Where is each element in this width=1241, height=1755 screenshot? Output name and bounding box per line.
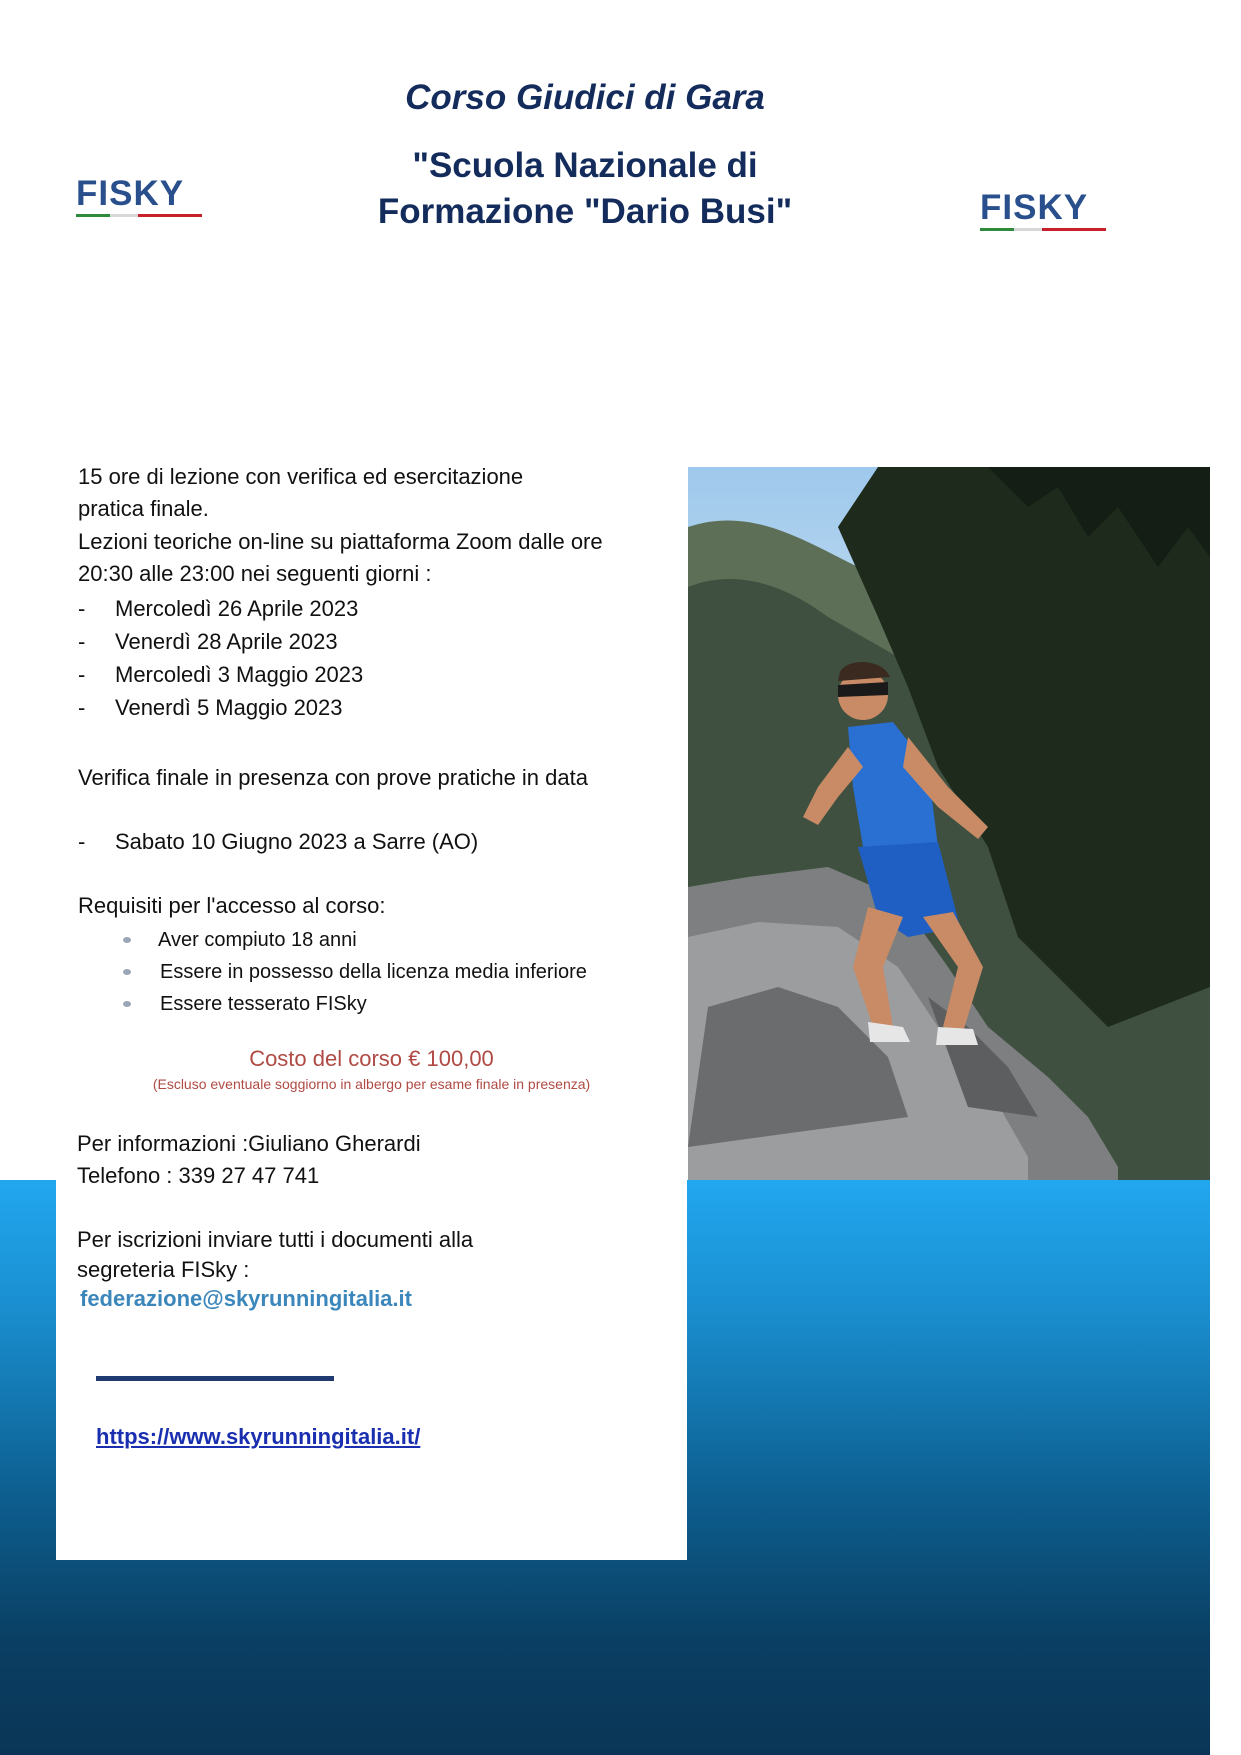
list-dash: - [78, 629, 86, 654]
fisky-logo-text: FISKY [980, 188, 1089, 227]
requirements-title: Requisiti per l'accesso al corso: [78, 893, 386, 918]
logo-stripe-red [138, 214, 202, 217]
final-exam-date: Sabato 10 Giugno 2023 a Sarre (AO) [115, 829, 479, 854]
lesson-date-1: Mercoledì 26 Aprile 2023 [115, 596, 359, 621]
signup-line-2: segreteria FISky : [77, 1257, 250, 1282]
website-link[interactable]: https://www.skyrunningitalia.it/ [96, 1424, 421, 1449]
intro-line-2: pratica finale. [78, 496, 209, 521]
intro-line-1: 15 ore di lezione con verifica ed esercitazione [78, 464, 524, 489]
logo-stripe-white [110, 214, 138, 217]
fisky-logo-text: FISKY [76, 174, 185, 213]
logo-stripe-white [1014, 228, 1042, 231]
list-dash: - [78, 829, 86, 854]
list-dash: - [78, 596, 86, 621]
subtitle-line-2: Formazione "Dario Busi" [377, 192, 793, 231]
requirement-item-1: Aver compiuto 18 anni [158, 929, 357, 951]
info-contact: Per informazioni :Giuliano Gherardi [77, 1131, 421, 1156]
logo-stripe-green [980, 228, 1014, 231]
course-cost-note: (Escluso eventuale soggiorno in albergo per esame finale in presenza) [152, 1076, 591, 1092]
course-cost: Costo del corso € 100,00 [249, 1046, 494, 1071]
logo-stripe-green [76, 214, 110, 217]
runner-photo [688, 467, 1210, 1180]
lesson-date-3: Mercoledì 3 Maggio 2023 [115, 662, 364, 687]
final-exam-text: Verifica finale in presenza con prove pratiche in data [78, 765, 588, 790]
logo-stripe-red [1042, 228, 1106, 231]
requirement-item-2: Essere in possesso della licenza media inferiore [160, 961, 587, 983]
divider-rule [96, 1376, 334, 1381]
bullet-icon [123, 1001, 131, 1007]
fisky-logo-right [978, 190, 1118, 234]
fisky-logo-left [74, 176, 214, 220]
bullet-icon [123, 937, 131, 943]
signup-line-1: Per iscrizioni inviare tutti i documenti alla [77, 1227, 474, 1252]
list-dash: - [78, 662, 86, 687]
requirement-item-3: Essere tesserato FISky [160, 993, 367, 1015]
bullet-icon [123, 969, 131, 975]
subtitle-line-1: "Scuola Nazionale di [412, 146, 758, 185]
runner-photo-illustration [688, 467, 1210, 1180]
lesson-date-2: Venerdì 28 Aprile 2023 [115, 629, 338, 654]
course-title: Corso Giudici di Gara [405, 78, 765, 117]
lesson-date-4: Venerdì 5 Maggio 2023 [115, 695, 343, 720]
intro-line-4: 20:30 alle 23:00 nei seguenti giorni : [78, 561, 432, 586]
phone-contact: Telefono : 339 27 47 741 [77, 1163, 320, 1188]
list-dash: - [78, 695, 86, 720]
intro-line-3: Lezioni teoriche on-line su piattaforma Zoom dalle ore [78, 529, 603, 554]
email-link[interactable]: federazione@skyrunningitalia.it [80, 1286, 412, 1311]
page-margin-strip [1210, 0, 1241, 1755]
